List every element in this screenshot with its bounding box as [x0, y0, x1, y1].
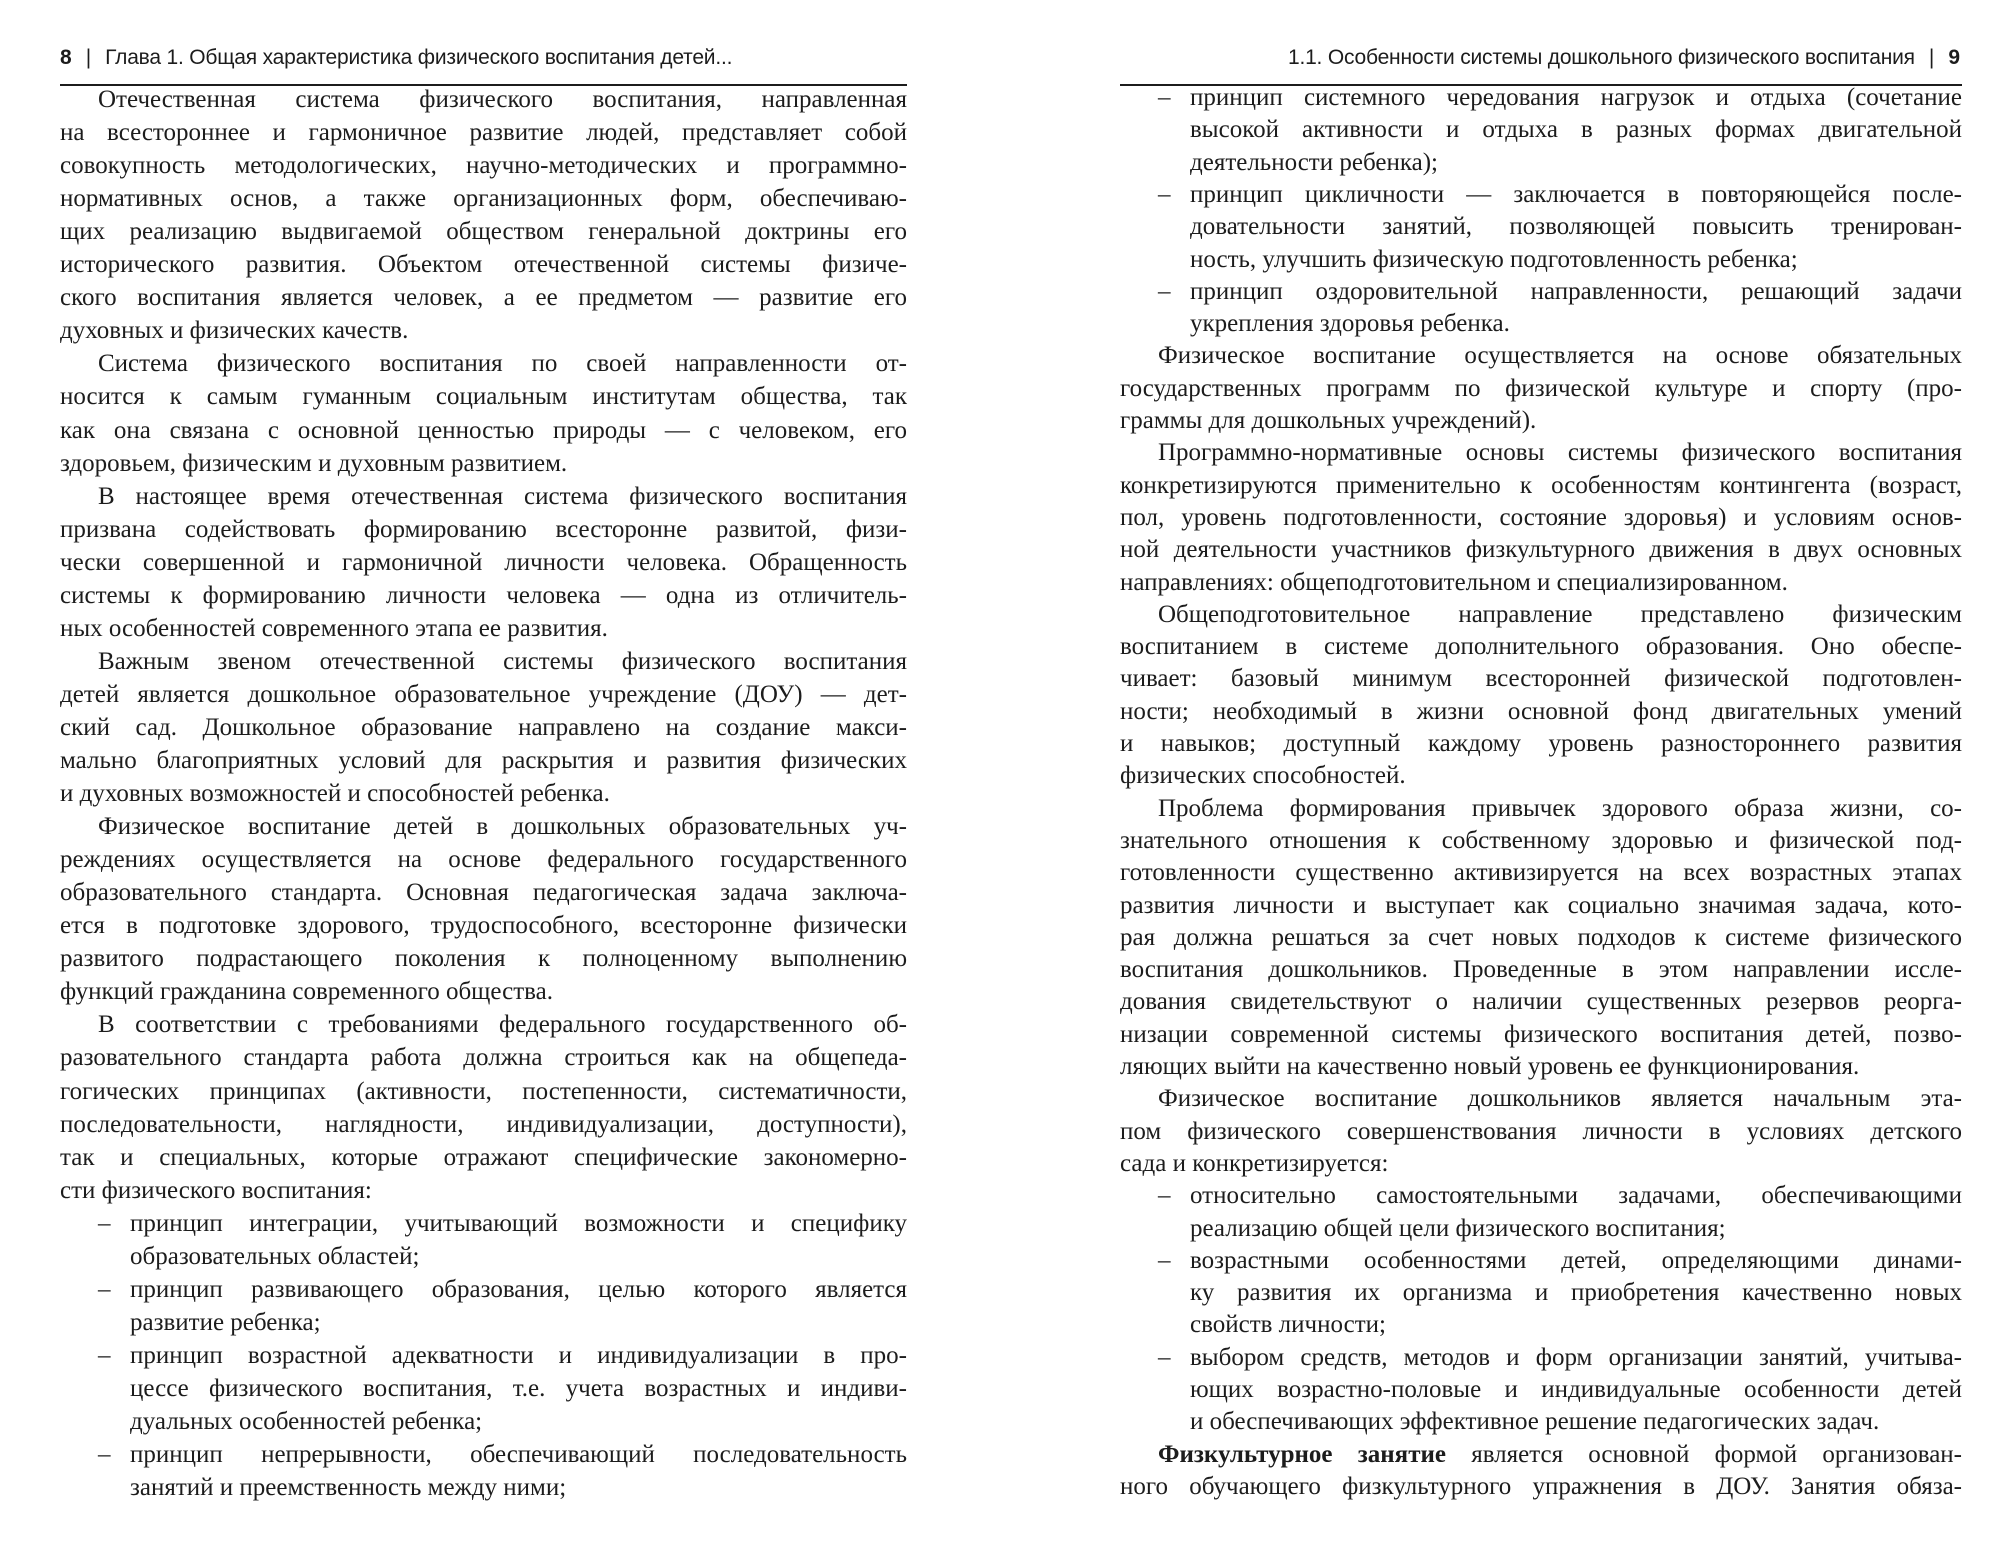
paragraph-line: пом физического совершенствования личности в условиях детского	[1120, 1117, 1962, 1145]
list-item-line: занятий и преемственность между ними;	[130, 1474, 567, 1502]
paragraph-line: ных особенностей современного этапа ее развития.	[60, 614, 608, 642]
left-running-title: Глава 1. Общая характеристика физического воспитания детей...	[105, 46, 733, 69]
list-bullet: –	[98, 1275, 111, 1303]
list-item-line: ность, улучшить физическую подготовленность ребенка;	[1190, 245, 1798, 273]
paragraph-line: низации современной системы физического воспитания детей, позво-	[1120, 1020, 1962, 1048]
list-bullet: –	[98, 1341, 111, 1369]
list-item-line: довательности занятий, позволяющей повысить тренирован-	[1190, 213, 1962, 241]
paragraph-line: чивает: базовый минимум всесторонней физической подготовлен-	[1120, 665, 1962, 693]
list-bullet: –	[1158, 180, 1171, 208]
list-item-line: ющих возрастно-половые и индивидуальные особенности детей	[1190, 1376, 1962, 1403]
paragraph-line: духовных и физических качеств.	[60, 317, 409, 345]
list-item-line: принцип интеграции, учитывающий возможности и специфику	[130, 1209, 907, 1237]
paragraph-line: гогических принципах (активности, постепенности, систематичности,	[60, 1077, 907, 1105]
paragraph-line: ляющих выйти на качественно новый уровень ее функционирования.	[1120, 1053, 1860, 1080]
right-head-separator: |	[1928, 46, 1935, 69]
paragraph-line: В настоящее время отечественная система физического воспитания	[98, 482, 907, 510]
paragraph-line: ется в подготовке здорового, трудоспособного, всесторонне физически	[60, 912, 907, 940]
paragraph-line: знательного отношения к собственному здоровью и физической под-	[1120, 826, 1962, 854]
right-page	[1000, 0, 2000, 1560]
list-item-line: принцип оздоровительной направленности, решающий задачи	[1190, 277, 1962, 305]
list-item-line: свойств личности;	[1190, 1311, 1386, 1339]
list-item-line: выбором средств, методов и форм организации занятий, учитыва-	[1190, 1343, 1962, 1371]
paragraph-line: направлениях: общеподготовительном и специализированном.	[1120, 568, 1788, 596]
list-item-line: и обеспечивающих эффективное решение педагогических задач.	[1190, 1408, 1880, 1436]
paragraph-line: функций гражданина современного общества.	[60, 978, 553, 1006]
list-item-line: реализацию общей цели физического воспитания;	[1190, 1214, 1726, 1242]
list-item-line: относительно самостоятельными задачами, обеспечивающими	[1190, 1182, 1962, 1210]
paragraph-line: ного обучающего физкультурного упражнения в ДОУ. Занятия обяза-	[1120, 1472, 1962, 1500]
paragraph-line: государственных программ по физической культуре и спорту (про-	[1120, 374, 1962, 402]
paragraph-line: детей является дошкольное образовательное учреждение (ДОУ) — дет-	[60, 680, 907, 708]
list-bullet: –	[1158, 1343, 1171, 1371]
right-page-number: 9	[1948, 46, 1960, 69]
paragraph-line: Система физического воспитания по своей направленности от-	[98, 350, 907, 378]
right-running-head	[1288, 44, 1960, 72]
paragraph-line: здоровьем, физическим и духовным развитием.	[60, 449, 568, 477]
list-item-line: деятельности ребенка);	[1190, 148, 1438, 176]
left-page-number: 8	[60, 46, 72, 69]
list-item-line: развитие ребенка;	[130, 1308, 321, 1336]
list-bullet: –	[1158, 84, 1171, 111]
paragraph-line: ной деятельности участников физкультурного движения в двух основных	[1120, 536, 1962, 564]
paragraph-line: и духовных возможностей и способностей ребенка.	[60, 780, 610, 808]
list-item-line: принцип развивающего образования, целью которого является	[130, 1275, 907, 1303]
list-bullet: –	[1158, 277, 1171, 305]
paragraph-line: дования свидетельствуют о наличии существенных резервов реорга-	[1120, 988, 1962, 1016]
paragraph-line: Физическое воспитание осуществляется на основе обязательных	[1158, 342, 1962, 370]
left-head-separator: |	[85, 46, 92, 69]
paragraph-line: так и специальных, которые отражают специфические закономерно-	[60, 1143, 907, 1171]
list-item-line: цессе физического воспитания, т.е. учета возрастных и индиви-	[130, 1374, 907, 1402]
line-text: является основной формой организован-	[1445, 1440, 1962, 1468]
paragraph-line: ности; необходимый в жизни основной фонд двигательных умений	[1120, 697, 1962, 725]
list-item-line: возрастными особенностями детей, определяющими динами-	[1190, 1246, 1962, 1274]
paragraph-line	[1158, 1439, 1962, 1471]
paragraph-line: Физическое воспитание дошкольников является начальным эта-	[1158, 1085, 1962, 1113]
paragraph-line: Проблема формирования привычек здорового образа жизни, со-	[1158, 794, 1962, 822]
list-item-line: принцип системного чередования нагрузок и отдыха (сочетание	[1190, 84, 1962, 111]
list-bullet: –	[98, 1441, 111, 1469]
paragraph-line: Общеподготовительное направление представлено физическим	[1158, 600, 1962, 628]
bold-term: Физкультурное занятие	[1158, 1440, 1446, 1468]
paragraph-line: исторического развития. Объектом отечественной системы физиче-	[60, 251, 907, 279]
paragraph-line: ского воспитания является человек, а ее предметом — развитие его	[60, 284, 907, 312]
paragraph-line: носится к самым гуманным социальным институтам общества, так	[60, 383, 907, 411]
paragraph-line: конкретизируются применительно к особенностям контингента (возраст,	[1120, 471, 1962, 499]
list-item-line: ку развития их организма и приобретения качественно новых	[1190, 1279, 1962, 1307]
right-running-title: 1.1. Особенности системы дошкольного физического воспитания	[1287, 46, 1915, 69]
paragraph-line: сти физического воспитания:	[60, 1176, 372, 1204]
paragraph-line: ский сад. Дошкольное образование направлено на создание макси-	[60, 713, 907, 741]
list-item-line: принцип возрастной адекватности и индивидуализации в про-	[130, 1341, 907, 1369]
list-bullet: –	[1158, 1246, 1171, 1274]
paragraph-line: призвана содействовать формированию всесторонне развитой, физи-	[60, 515, 907, 543]
list-bullet: –	[98, 1209, 111, 1237]
paragraph-line: сада и конкретизируется:	[1120, 1149, 1389, 1177]
paragraph-line: развития личности и выступает как социально значимая задача, кото-	[1120, 891, 1962, 919]
list-item-line: укрепления здоровья ребенка.	[1190, 310, 1510, 338]
paragraph-line: пол, уровень подготовленности, состояние здоровья) и условиям основ-	[1120, 503, 1962, 531]
paragraph-line: чески совершенной и гармоничной личности человека. Обращенность	[60, 548, 907, 576]
paragraph-line: физических способностей.	[1120, 762, 1406, 790]
paragraph-line: и навыков; доступный каждому уровень разностороннего развития	[1120, 730, 1962, 757]
list-item-line: дуальных особенностей ребенка;	[130, 1408, 483, 1435]
paragraph-line: развитого подрастающего поколения к полноценному выполнению	[60, 945, 907, 973]
paragraph-line: Физическое воспитание детей в дошкольных образовательных уч-	[98, 813, 907, 841]
paragraph-line: системы к формированию личности человека — одна из отличитель-	[60, 581, 907, 609]
paragraph-line: граммы для дошкольных учреждений).	[1120, 407, 1537, 434]
paragraph-line: щих реализацию выдвигаемой обществом генеральной доктрины его	[60, 218, 907, 246]
list-item-line: высокой активности и отдыха в разных формах двигательной	[1190, 116, 1962, 144]
paragraph-line: последовательности, наглядности, индивидуализации, доступности),	[60, 1110, 907, 1138]
paragraph-line: нормативных основ, а также организационных форм, обеспечиваю-	[60, 185, 907, 213]
paragraph-line: как она связана с основной ценностью природы — с человеком, его	[60, 416, 907, 444]
paragraph-line: Отечественная система физического воспитания, направленная	[98, 86, 907, 113]
paragraph-line: мально благоприятных условий для раскрытия и развития физических	[60, 747, 907, 774]
paragraph-line: воспитания дошкольников. Проведенные в этом направлении иссле-	[1120, 956, 1962, 984]
paragraph-line: разовательного стандарта работа должна строиться как на общепеда-	[60, 1044, 907, 1072]
paragraph-line: воспитанием в системе дополнительного образования. Оно обеспе-	[1120, 633, 1962, 661]
list-item-line: образовательных областей;	[130, 1242, 420, 1270]
list-item-line: принцип непрерывности, обеспечивающий последовательность	[130, 1441, 907, 1469]
left-running-head	[60, 44, 732, 72]
paragraph-line: рая должна решаться за счет новых подходов к системе физического	[1120, 923, 1962, 951]
list-bullet: –	[1158, 1182, 1171, 1210]
paragraph-line: готовленности существенно активизируется на всех возрастных этапах	[1120, 859, 1962, 887]
paragraph-line: образовательного стандарта. Основная педагогическая задача заключа-	[60, 879, 907, 907]
paragraph-line: В соответствии с требованиями федерального государственного об-	[98, 1011, 907, 1039]
paragraph-line: на всестороннее и гармоничное развитие людей, представляет собой	[60, 119, 907, 147]
paragraph-line: Программно-нормативные основы системы физического воспитания	[1158, 439, 1962, 467]
paragraph-line: Важным звеном отечественной системы физического воспитания	[98, 647, 907, 675]
paragraph-line: совокупность методологических, научно-методических и программно-	[60, 152, 907, 180]
paragraph-line: реждениях осуществляется на основе федерального государственного	[60, 846, 907, 874]
list-item-line: принцип цикличности — заключается в повторяющейся после-	[1190, 180, 1962, 208]
